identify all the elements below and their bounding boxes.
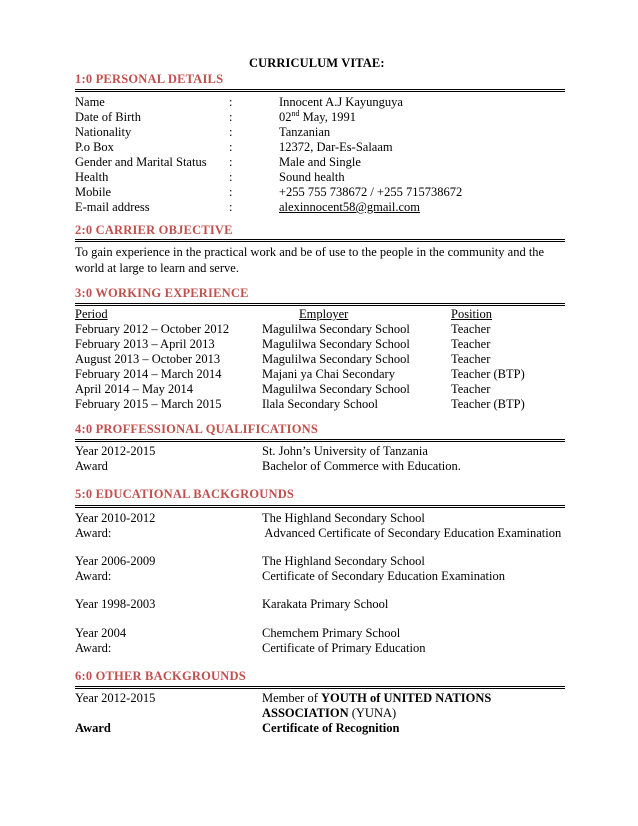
objective-line-2: world at large to learn and serve. bbox=[75, 261, 239, 275]
section-heading-personal: 1:0 PERSONAL DETAILS bbox=[75, 72, 224, 86]
experience-row: February 2012 – October 2012 Magulilwa Secondary School Teacher bbox=[75, 322, 491, 336]
cv-title: CURRICULUM VITAE: bbox=[249, 56, 385, 70]
section-divider bbox=[75, 89, 565, 92]
column-header-employer: Employer bbox=[299, 307, 349, 321]
education-row: Year 2010-2012 The Highland Secondary School bbox=[75, 511, 425, 525]
personal-row-nationality: Nationality : Tanzanian bbox=[75, 125, 331, 139]
objective-line-1: To gain experience in the practical work and be of use to the people in the community and the bbox=[75, 245, 545, 259]
experience-row: April 2014 – May 2014 Magulilwa Secondary School Teacher bbox=[75, 382, 491, 396]
personal-row-dob: Date of Birth : 02nd May, 1991 bbox=[75, 108, 356, 124]
section-divider bbox=[75, 239, 565, 242]
experience-row: February 2013 – April 2013 Magulilwa Secondary School Teacher bbox=[75, 337, 491, 351]
section-heading-other: 6:0 OTHER BACKGROUNDS bbox=[75, 669, 246, 683]
section-heading-professional: 4:0 PROFFESSIONAL QUALIFICATIONS bbox=[75, 422, 319, 436]
education-row: Award: Certificate of Secondary Education Examination bbox=[75, 569, 505, 583]
personal-row-name: Name : Innocent A.J Kayunguya bbox=[75, 95, 403, 109]
personal-row-email: E-mail address : alexinnocent58@gmail.com bbox=[75, 200, 420, 214]
section-divider bbox=[75, 439, 565, 442]
section-divider bbox=[75, 686, 565, 689]
education-row: Year 1998-2003 Karakata Primary School bbox=[75, 597, 389, 611]
personal-row-pobox: P.o Box : 12372, Dar-Es-Salaam bbox=[75, 140, 393, 154]
section-heading-objective: 2:0 CARRIER OBJECTIVE bbox=[75, 223, 233, 237]
experience-header-row bbox=[75, 307, 565, 322]
professional-row: Award Bachelor of Commerce with Education. bbox=[75, 459, 461, 473]
experience-row: February 2014 – March 2014 Majani ya Chai Secondary Teacher (BTP) bbox=[75, 367, 525, 381]
section-heading-experience: 3:0 WORKING EXPERIENCE bbox=[75, 286, 249, 300]
experience-row: August 2013 – October 2013 Magulilwa Secondary School Teacher bbox=[75, 352, 491, 366]
personal-row-mobile: Mobile : +255 755 738672 / +255 715738672 bbox=[75, 185, 463, 199]
email-link[interactable]: alexinnocent58@gmail.com bbox=[279, 200, 420, 214]
education-row: Award: Advanced Certificate of Secondary Education Examination bbox=[75, 526, 562, 540]
experience-row: February 2015 – March 2015 Ilala Secondary School Teacher (BTP) bbox=[75, 397, 525, 411]
other-row-year: Year 2012-2015 Member of YOUTH of UNITED NATIONS bbox=[75, 691, 492, 705]
other-row-association: ASSOCIATION (YUNA) bbox=[262, 706, 397, 720]
education-row: Year 2006-2009 The Highland Secondary School bbox=[75, 554, 425, 568]
section-divider bbox=[75, 505, 565, 508]
other-row-award: Award Certificate of Recognition bbox=[75, 721, 400, 735]
professional-row: Year 2012-2015 St. John’s University of Tanzania bbox=[75, 444, 428, 458]
education-row: Award: Certificate of Primary Education bbox=[75, 641, 426, 655]
education-row: Year 2004 Chemchem Primary School bbox=[75, 626, 401, 640]
section-heading-education: 5:0 EDUCATIONAL BACKGROUNDS bbox=[75, 487, 295, 501]
personal-row-health: Health : Sound health bbox=[75, 170, 345, 184]
column-header-period: Period bbox=[75, 307, 108, 321]
personal-row-gender: Gender and Marital Status : Male and Single bbox=[75, 155, 361, 169]
section-divider bbox=[75, 303, 565, 306]
column-header-position: Position bbox=[451, 307, 492, 321]
